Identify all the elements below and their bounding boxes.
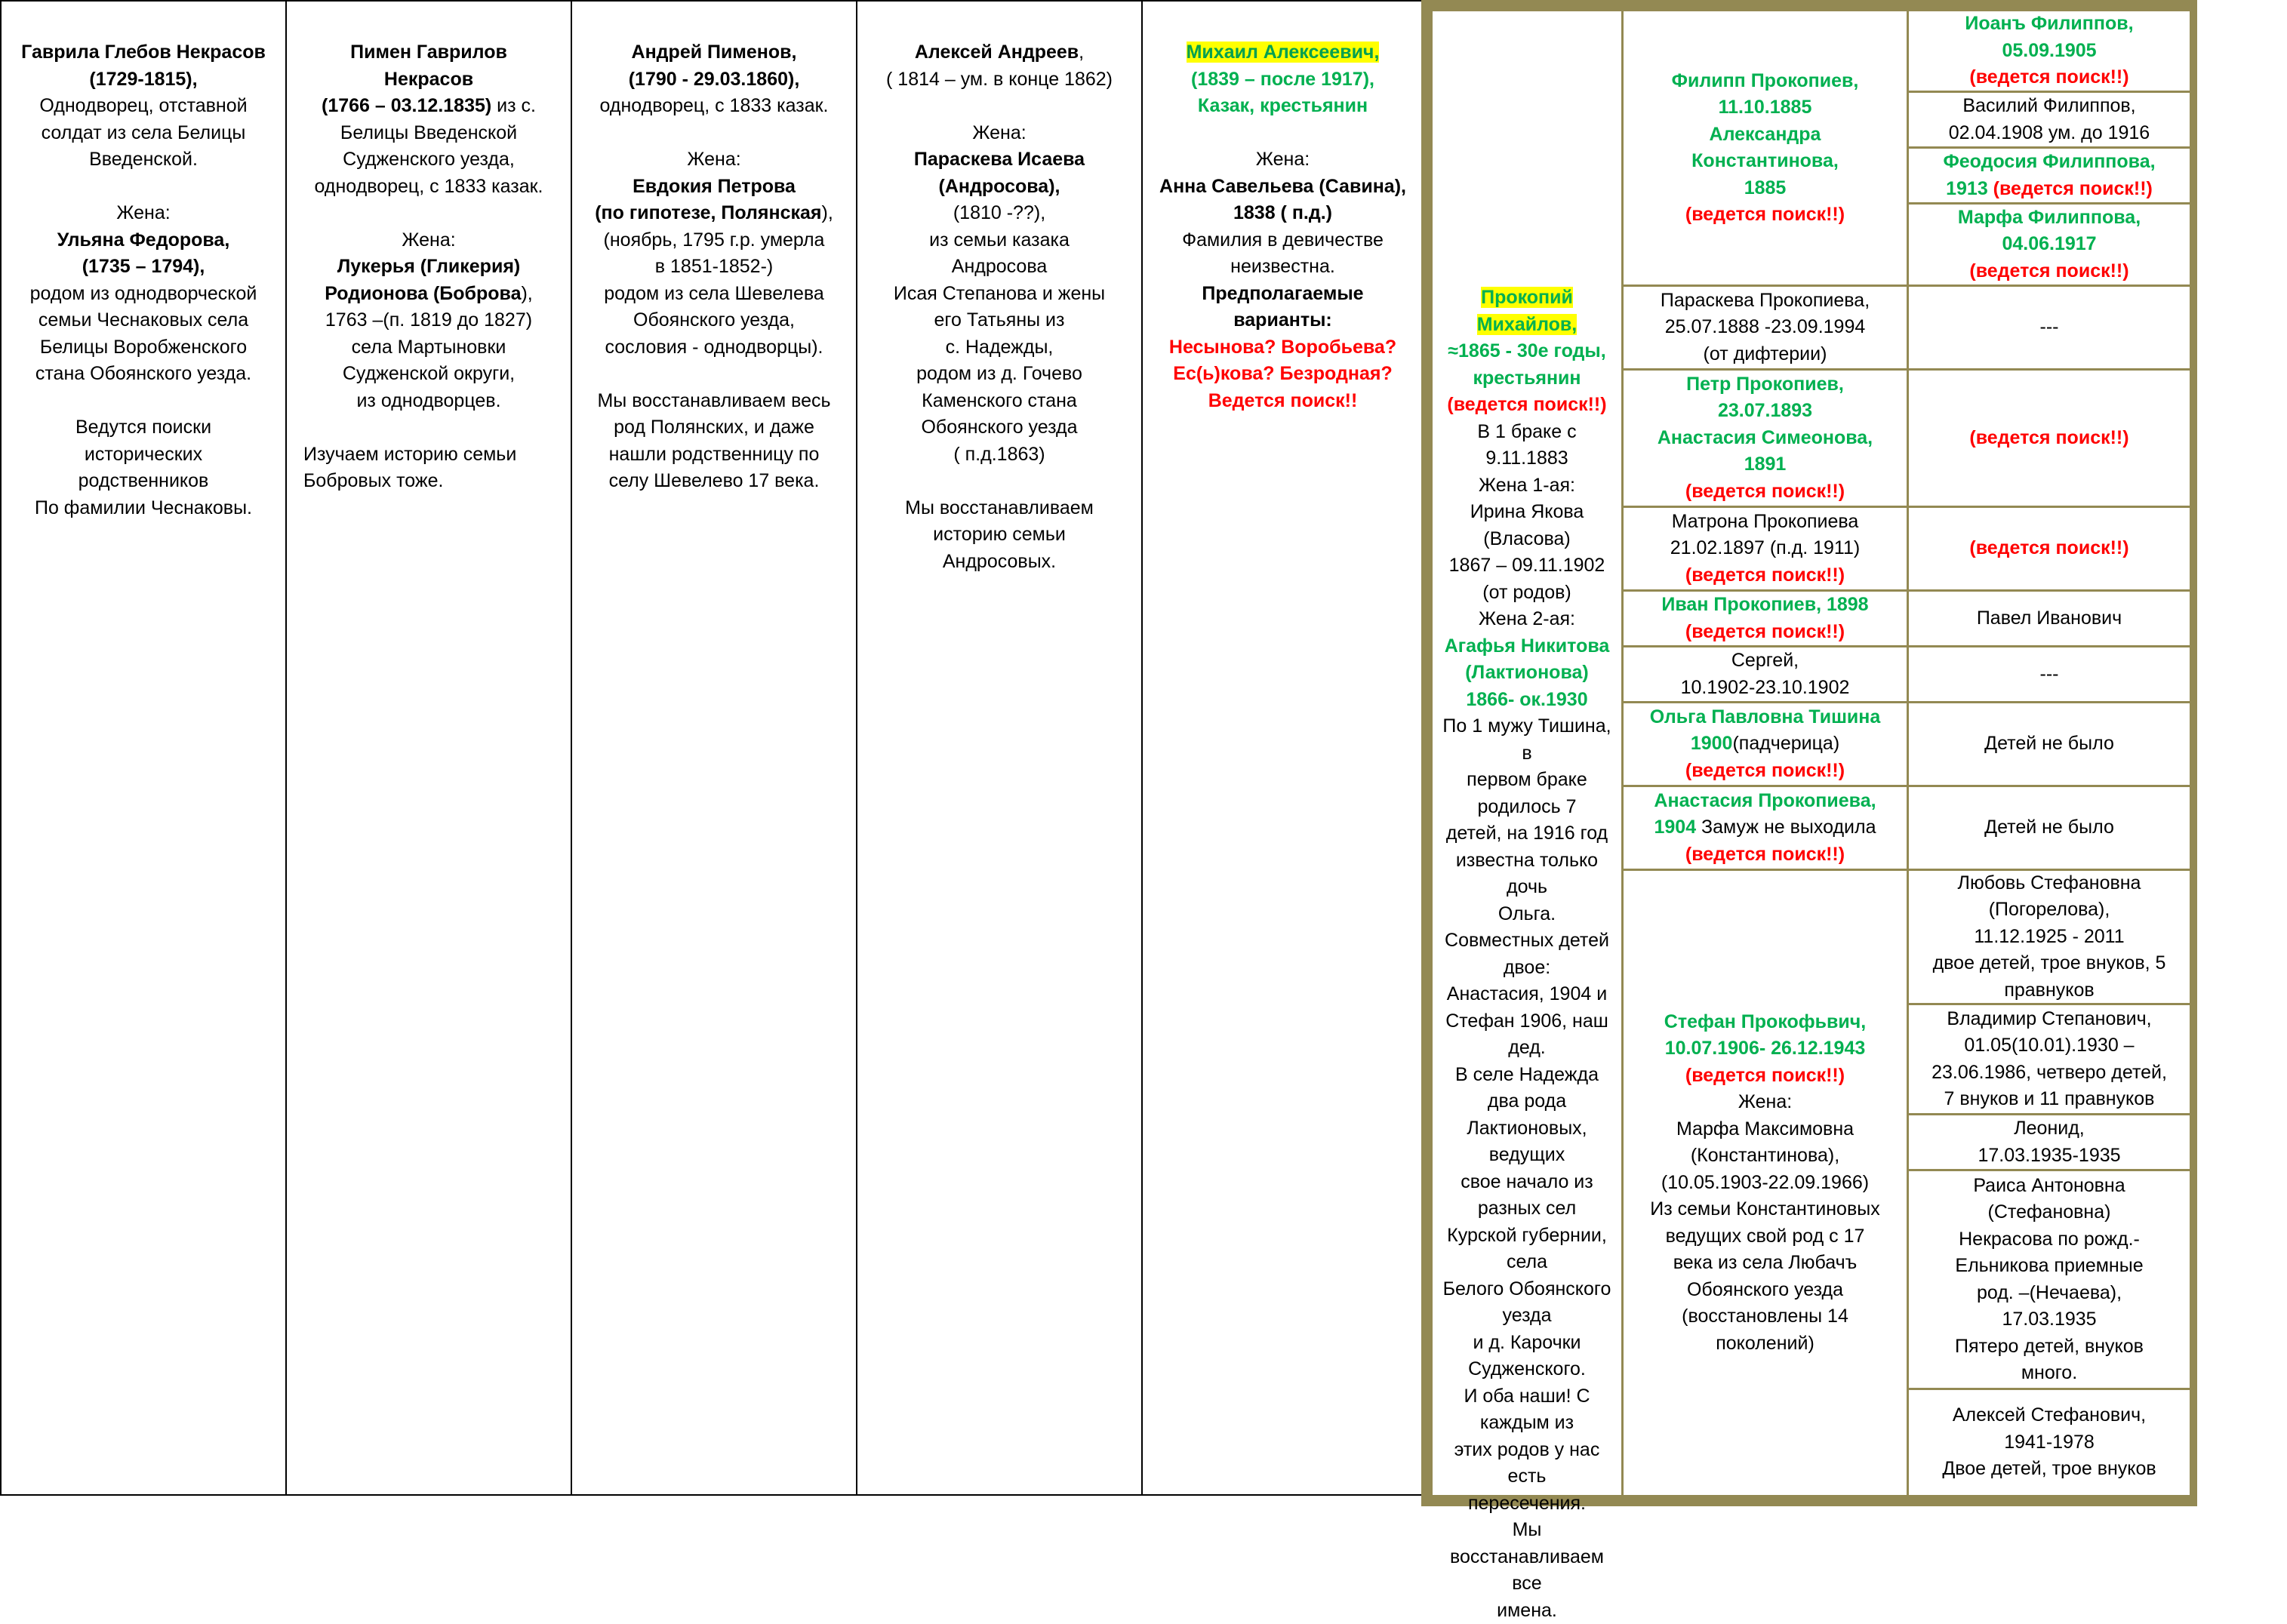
search-note: Несынова? Воробьева? [1143, 334, 1423, 361]
grandchild-raisa: Раиса Антоновна (Стефановна) Некрасова по рожд.- Ельникова приемные род. –(Нечаева), 17.03.1935 Пятеро детей, внуков много. [1909, 1171, 2190, 1388]
text-line: Изучаем историю семьи [287, 441, 571, 469]
text-line: В селе Надежда два рода [1437, 1062, 1617, 1115]
tree-margin [2197, 0, 2287, 1506]
text-line: неизвестна. [1143, 254, 1423, 281]
text-line: этих родов у нас есть [1437, 1437, 1617, 1490]
text-line: Стефан 1906, наш дед. [1437, 1008, 1617, 1062]
ancestor-column-2 [285, 0, 572, 1496]
grandchild-marfa: Марфа Филиппова, 04.06.1917 (ведется поиск!!) [1909, 205, 2190, 285]
ancestor-column-5 [1141, 0, 1424, 1496]
child-filipp: Филипп Прокопиев, 11.10.1885 Александра Константинова, 1885 (ведется поиск!!) [1624, 11, 1907, 285]
text-line: Мы восстанавливаем все [1437, 1517, 1617, 1598]
text-line: Анастасия, 1904 и [1447, 981, 1607, 1008]
text-line: Белицы Воробженского [2, 334, 285, 361]
ancestor-name: Андрей Пименов, [572, 39, 856, 66]
wife-label: Жена: [857, 120, 1141, 147]
text-line: Бобровых тоже. [287, 468, 571, 495]
wife-label: Жена: [287, 227, 571, 254]
wife-name: Агафья Никитова [1445, 633, 1610, 660]
text-line: нашли родственницу по [572, 441, 856, 469]
child-matrona: Матрона Прокопиева 21.02.1897 (п.д. 1911) (ведется поиск!!) [1624, 508, 1907, 589]
person-status: крестьянин [1473, 365, 1581, 392]
wife-label: Жена: [1143, 146, 1423, 174]
text-line: Судженской округи, [287, 361, 571, 388]
text-line: Судженского уезда, [287, 146, 571, 174]
wife-surname: Родионова (Боброва), [287, 281, 571, 308]
tree-frame-right [2190, 11, 2197, 1495]
wife-name: Ульяна Федорова, [2, 227, 285, 254]
text-line: селу Шевелево 17 века. [572, 468, 856, 495]
text-line: детей, на 1916 год [1446, 820, 1608, 847]
ancestor-name: Алексей Андреев, [857, 39, 1141, 66]
text-line: род Полянских, и даже [572, 414, 856, 441]
child-petr: Петр Прокопиев, 23.07.1893 Анастасия Симеонова, 1891 (ведется поиск!!) [1624, 371, 1907, 506]
wife-name: Лукерья (Гликерия) [287, 254, 571, 281]
child-ivan: Иван Прокопиев, 1898 (ведется поиск!!) [1624, 592, 1907, 645]
text-line: Ведутся поиски [2, 414, 285, 441]
text-line: первом браке родилось 7 [1437, 767, 1617, 820]
grandchild-petr-search: (ведется поиск!!) [1909, 371, 2190, 506]
text-line: Андросовых. [857, 549, 1141, 576]
ancestor-years: ( 1814 – ум. в конце 1862) [857, 66, 1141, 94]
wife-label: Жена: [2, 200, 285, 227]
prokopiy-cell [1433, 11, 1621, 1495]
grandchild-none-paraskeva: --- [1909, 287, 2190, 368]
text-line: Лактионовых, ведущих [1437, 1115, 1617, 1169]
grandchild-vasiliy: Василий Филиппов, 02.04.1908 ум. до 1916 [1909, 93, 2190, 146]
grandchild-lyubov: Любовь Стефановна (Погорелова), 11.12.1925 - 2011 двое детей, трое внуков, 5 правнуков [1909, 871, 2190, 1003]
child-sergey: Сергей, 10.1902-23.10.1902 [1624, 647, 1907, 701]
wife-years: (1735 – 1794), [2, 254, 285, 281]
ancestor-surname: Некрасов [287, 66, 571, 94]
text-line: имена. [1497, 1598, 1557, 1624]
ancestor-years: (1729-1815), [2, 66, 285, 94]
ancestor-years: (1766 – 03.12.1835) из с. [287, 93, 571, 120]
text-line: 1763 –(п. 1819 до 1827) [287, 307, 571, 334]
text-line: Каменского стана [857, 388, 1141, 415]
text-line: (1810 -??), [857, 200, 1141, 227]
child-anastasia: Анастасия Прокопиева, 1904 Замуж не выходила (ведется поиск!!) [1624, 787, 1907, 869]
ancestor-name: Михаил Алексеевич, [1143, 39, 1423, 66]
child-stefan: Стефан Прокофьвич, 10.07.1906- 26.12.1943 (ведется поиск!!) Жена: Марфа Максимовна (Константинова), (10.05.1903-22.09.1966) Из семьи Константиновых ведущих свой род с 17 века из села Любачъ Обоянского уезда (восстановлены 14 поколений) [1624, 871, 1907, 1495]
text-line: Ольга. [1498, 901, 1556, 928]
grandchild-none-sergey: --- [1909, 647, 2190, 701]
wife-name: Евдокия Петрова [572, 174, 856, 201]
child-paraskeva: Параскева Прокопиева, 25.07.1888 -23.09.1994 (от дифтерии) [1624, 287, 1907, 368]
text-line: Мы восстанавливаем весь [572, 388, 856, 415]
ancestor-name: Гаврила Глебов Некрасов [2, 39, 285, 66]
text-line: (от родов) [1482, 580, 1571, 607]
family-tree-panel [1421, 0, 2287, 1506]
grandchild-matrona-search: (ведется поиск!!) [1909, 508, 2190, 589]
ancestor-years: (1839 – после 1917), [1143, 66, 1423, 94]
grandchild-feodosia: Феодосия Филиппова, 1913 (ведется поиск!!) [1909, 149, 2190, 202]
text-line: 1867 – 09.11.1902 [1449, 552, 1605, 580]
text-line: родом из однодворческой [2, 281, 285, 308]
ancestor-status: Казак, крестьянин [1143, 93, 1423, 120]
wife-hypothesis: (по гипотезе, Полянская), [572, 200, 856, 227]
text-line: варианты: [1143, 307, 1423, 334]
grandchild-vladimir: Владимир Степанович, 01.05(10.01).1930 – 23.06.1986, четверо детей, 7 внуков и 11 правнуков [1909, 1005, 2190, 1113]
text-line: стана Обоянского уезда. [2, 361, 285, 388]
text-line: исторических [2, 441, 285, 469]
ancestor-name: Пимен Гаврилов [287, 39, 571, 66]
grandchild-aleksey: Алексей Стефанович, 1941-1978 Двое детей, трое внуков [1909, 1390, 2190, 1495]
grandchild-pavel: Павел Иванович [1909, 592, 2190, 645]
text-line: его Татьяны из [857, 307, 1141, 334]
text-line: свое начало из разных сел [1437, 1169, 1617, 1223]
grandchild-none-olga: Детей не было [1909, 703, 2190, 785]
text-line: родом из села Шевелева [572, 281, 856, 308]
text-line: Исая Степанова и жены [857, 281, 1141, 308]
text-line: Андросова [857, 254, 1141, 281]
search-note: (ведется поиск!!) [1447, 392, 1606, 419]
text-line: известна только дочь [1437, 847, 1617, 901]
wife-label: Жена 1-ая: [1479, 472, 1575, 500]
text-line: Белицы Введенской [287, 120, 571, 147]
ancestor-column-3 [571, 0, 857, 1496]
text-line: И оба наши! С каждым из [1437, 1383, 1617, 1437]
wife-label: Жена 2-ая: [1479, 606, 1575, 633]
text-line: солдат из села Белицы [2, 120, 285, 147]
wife-name: Параскева Исаева [857, 146, 1141, 174]
text-line: Белого Обоянского уезда [1437, 1276, 1617, 1330]
text-line: семьи Чеснаковых села [2, 307, 285, 334]
grandchild-none-anastasia: Детей не было [1909, 787, 2190, 869]
text-line: Введенской. [2, 146, 285, 174]
person-name: Прокопий Михайлов, [1437, 285, 1617, 338]
text-line: села Мартыновки [287, 334, 571, 361]
person-years: ≈1865 - 30е годы, [1448, 338, 1605, 365]
search-note: Ведется поиск!! [1143, 388, 1423, 415]
ancestor-column-4 [856, 0, 1143, 1496]
text-line: В 1 браке с 9.11.1883 [1437, 419, 1617, 472]
search-note: Ес(ь)кова? Безродная? [1143, 361, 1423, 388]
ancestor-years: (1790 - 29.03.1860), [572, 66, 856, 94]
text-line: Курской губернии, села [1437, 1223, 1617, 1276]
text-line: Мы восстанавливаем [857, 495, 1141, 522]
text-line: (ноябрь, 1795 г.р. умерла [572, 227, 856, 254]
wife-surname: (Лактионова) [1465, 660, 1588, 687]
wife-years: 1866- ок.1930 [1466, 687, 1587, 714]
wife-label: Жена: [572, 146, 856, 174]
ancestor-column-1 [0, 0, 287, 1496]
text-line: Однодворец, отставной [2, 93, 285, 120]
text-line: Обоянского уезда [857, 414, 1141, 441]
text-line: Обоянского уезда, [572, 307, 856, 334]
text-line: в 1851-1852-) [572, 254, 856, 281]
wife-years: 1838 ( п.д.) [1143, 200, 1423, 227]
text-line: из семьи казака [857, 227, 1141, 254]
text-line: из однодворцев. [287, 388, 571, 415]
wife-surname: (Андросова), [857, 174, 1141, 201]
text-line: Предполагаемые [1143, 281, 1423, 308]
text-line: Совместных детей двое: [1437, 927, 1617, 981]
text-line: однодворец, с 1833 казак. [572, 93, 856, 120]
text-line: однодворец, с 1833 казак. [287, 174, 571, 201]
text-line: Ирина Якова (Власова) [1437, 499, 1617, 552]
text-line: и д. Карочки Судженского. [1437, 1330, 1617, 1383]
text-line: Фамилия в девичестве [1143, 227, 1423, 254]
text-line: родом из д. Гочево [857, 361, 1141, 388]
text-line: историю семьи [857, 521, 1141, 549]
wife-name: Анна Савельева (Савина), [1143, 174, 1423, 201]
text-line: ( п.д.1863) [857, 441, 1141, 469]
grandchild-ioann: Иоанъ Филиппов, 05.09.1905 (ведется поиск!!) [1909, 11, 2190, 91]
text-line: с. Надежды, [857, 334, 1141, 361]
text-line: По фамилии Чеснаковы. [2, 495, 285, 522]
text-line: По 1 мужу Тишина, в [1437, 713, 1617, 767]
child-olga: Ольга Павловна Тишина 1900(падчерица) (ведется поиск!!) [1624, 703, 1907, 785]
grandchild-leonid: Леонид, 17.03.1935-1935 [1909, 1115, 2190, 1169]
text-line: пересечения. [1468, 1490, 1586, 1518]
text-line: родственников [2, 468, 285, 495]
text-line: сословия - однодворцы). [572, 334, 856, 361]
